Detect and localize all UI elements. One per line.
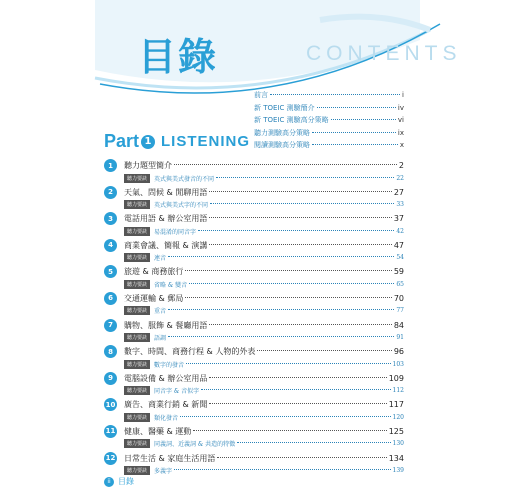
leader-dots [209,217,391,218]
tip-link[interactable] [104,412,404,422]
chapter-title: 電腦設備 & 辦公室用品 [124,373,208,383]
chapter-page: 47 [393,240,404,250]
intro-item-page: ix [397,128,404,137]
leader-dots [185,297,391,298]
intro-item-label: 閱讀測驗高分策略 [254,141,310,150]
tip-page: 22 [396,174,404,182]
tip-title: 類化發音 [154,414,179,422]
leader-dots [331,119,396,120]
chapter-link[interactable] [104,397,404,412]
tip-link[interactable] [104,306,404,316]
tip-badge: 聽力要訣 [124,280,150,289]
tip-badge: 聽力要訣 [124,174,150,183]
chapter-page: 27 [393,187,404,197]
leader-dots [168,309,394,310]
leader-dots [174,164,397,165]
tip-title: 英式與美式發音的不同 [154,175,215,183]
chapter-page: 37 [393,214,404,224]
chapter-entry [104,291,404,318]
tip-badge: 聽力要訣 [124,227,150,236]
part-heading [104,131,250,152]
tip-link[interactable] [104,226,404,236]
chapter-entry [104,264,404,291]
chapter-entry [104,158,404,185]
page-footer [104,476,134,487]
leader-dots [312,132,396,133]
tip-badge: 聽力要訣 [124,466,150,475]
chapter-page: 2 [398,161,404,170]
leader-dots [168,256,394,257]
chapter-title: 聽力題型簡介 [124,161,172,170]
intro-list [254,90,404,153]
leader-dots [189,283,394,284]
chapter-page: 70 [393,293,404,303]
intro-item-label: 聽力測驗高分策略 [254,128,310,137]
leader-dots [237,442,390,443]
leader-dots [209,191,391,192]
tip-link[interactable] [104,279,404,289]
tip-badge: 聽力要訣 [124,413,150,422]
tip-badge: 聽力要訣 [124,333,150,342]
tip-title: 同音字 & 音似字 [154,388,200,396]
chapter-page: 109 [388,373,404,383]
chapter-link[interactable] [104,185,404,200]
chapter-page: 96 [393,347,404,357]
tip-badge: 聽力要訣 [124,306,150,315]
chapter-entry [104,451,404,478]
tip-page: 42 [396,227,404,235]
tip-title: 多義字 [154,468,173,476]
chapter-page: 84 [393,320,404,330]
tip-badge: 聽力要訣 [124,439,150,448]
chapter-number-badge: 7 [104,319,117,332]
chapter-title: 健康、醫藥 & 運動 [124,426,192,436]
tip-badge: 聽力要訣 [124,253,150,262]
leader-dots [270,94,400,95]
chapter-entry [104,185,404,212]
chapter-link[interactable] [104,424,404,439]
footer-label: 目錄 [118,477,134,486]
chapter-number-badge: 1 [104,159,117,172]
tip-link[interactable] [104,386,404,396]
intro-item-page: vi [397,116,404,125]
leader-dots [168,336,394,337]
tip-link[interactable] [104,439,404,449]
leader-dots [209,377,386,378]
chapter-number-badge: 4 [104,239,117,252]
tip-title: 重音 [154,308,167,316]
tip-title: 英式與美式字的不同 [154,202,209,210]
chapter-entry [104,397,404,424]
chapter-number-badge: 9 [104,372,117,385]
leader-dots [209,324,391,325]
chapter-number-badge: 12 [104,452,117,465]
tip-title: 連音 [154,255,167,263]
chapter-link[interactable] [104,158,404,173]
chapter-entry [104,424,404,451]
chapter-number-badge: 5 [104,265,117,278]
chapter-title: 購物、服飾 & 餐廳用語 [124,320,208,330]
tip-badge: 聽力要訣 [124,386,150,395]
chapter-title: 商業會議、簡報 & 演講 [124,240,208,250]
tip-title: 易混淆的同音字 [154,228,197,236]
tip-page: 130 [392,440,404,448]
chapter-link[interactable] [104,211,404,226]
tip-page: 91 [396,334,404,342]
chapter-title: 交通運輸 & 郵局 [124,293,184,303]
chapter-number-badge: 8 [104,345,117,358]
chapter-link[interactable] [104,238,404,253]
intro-item[interactable] [254,140,404,153]
leader-dots [216,177,394,178]
chapter-entry [104,211,404,238]
tip-title: 語調 [154,335,167,343]
intro-item-label: 前言 [254,91,268,99]
part-title: LISTENING [161,133,251,150]
chapter-link[interactable] [104,344,404,359]
tip-page: 120 [392,413,404,421]
tip-page: 33 [396,201,404,209]
leader-dots [198,230,394,231]
intro-item-page: x [399,141,404,150]
intro-item-label: 新 TOEIC 測驗高分策略 [254,116,329,125]
tip-link[interactable] [104,173,404,183]
tip-page: 65 [396,280,404,288]
chapter-title: 廣告、商業行銷 & 新聞 [124,400,208,410]
tip-title: 數字的發音 [154,361,185,369]
chapter-number-badge: 10 [104,398,117,411]
chapter-title: 電話用語 & 辦公室用語 [124,214,208,224]
leader-dots [186,363,391,364]
tip-link[interactable] [104,200,404,210]
chapter-page: 134 [388,453,404,463]
chapter-link[interactable] [104,318,404,333]
intro-item[interactable] [254,103,404,116]
footer-page-number: ii [104,477,114,487]
tip-link[interactable] [104,333,404,343]
page-title: 目錄 [138,35,219,79]
tip-link[interactable] [104,466,404,476]
chapter-page: 59 [393,267,404,277]
chapter-entry [104,238,404,265]
leader-dots [257,350,391,351]
leader-dots [180,416,391,417]
chapter-link[interactable] [104,451,404,466]
leader-dots [185,270,391,271]
tip-page: 139 [392,467,404,475]
tip-page: 103 [392,360,404,368]
tip-link[interactable] [104,359,404,369]
leader-dots [209,403,386,404]
chapter-entry [104,344,404,371]
tip-page: 112 [392,387,404,395]
intro-item[interactable] [254,115,404,128]
tip-title: 省略 & 變音 [154,281,188,289]
page-subtitle: CONTENTS [306,42,462,65]
chapter-list [104,158,404,477]
part-word: Part [104,131,140,151]
leader-dots [174,469,391,470]
chapter-number-badge: 3 [104,212,117,225]
chapter-link[interactable] [104,371,404,386]
tip-title: 同義詞、近義詞 & 共造的特徵 [154,441,236,449]
intro-item-page: i [402,91,404,99]
leader-dots [201,389,390,390]
chapter-title: 天氣、問候 & 閒聊用語 [124,187,208,197]
chapter-entry [104,371,404,398]
leader-dots [312,144,398,145]
chapter-title: 旅遊 & 商務旅行 [124,267,184,277]
intro-item[interactable] [254,90,404,103]
chapter-title: 數字、時間、商務行程 & 人物的外表 [124,347,256,357]
chapter-link[interactable] [104,291,404,306]
leader-dots [317,107,396,108]
tip-page: 54 [396,254,404,262]
chapter-link[interactable] [104,264,404,279]
leader-dots [193,430,386,431]
chapter-number-badge: 6 [104,292,117,305]
tip-badge: 聽力要訣 [124,200,150,209]
chapter-entry [104,318,404,345]
tip-page: 77 [396,307,404,315]
tip-link[interactable] [104,253,404,263]
tip-badge: 聽力要訣 [124,360,150,369]
intro-item[interactable] [254,128,404,141]
chapter-number-badge: 2 [104,186,117,199]
part-number-badge: 1 [141,135,155,149]
chapter-page: 117 [388,400,404,410]
chapter-number-badge: 11 [104,425,117,438]
chapter-page: 125 [388,426,404,436]
intro-item-page: iv [397,103,404,112]
leader-dots [217,457,386,458]
leader-dots [209,244,391,245]
chapter-title: 日常生活 & 家庭生活用語 [124,453,216,463]
intro-item-label: 新 TOEIC 測驗簡介 [254,103,315,112]
leader-dots [210,203,394,204]
